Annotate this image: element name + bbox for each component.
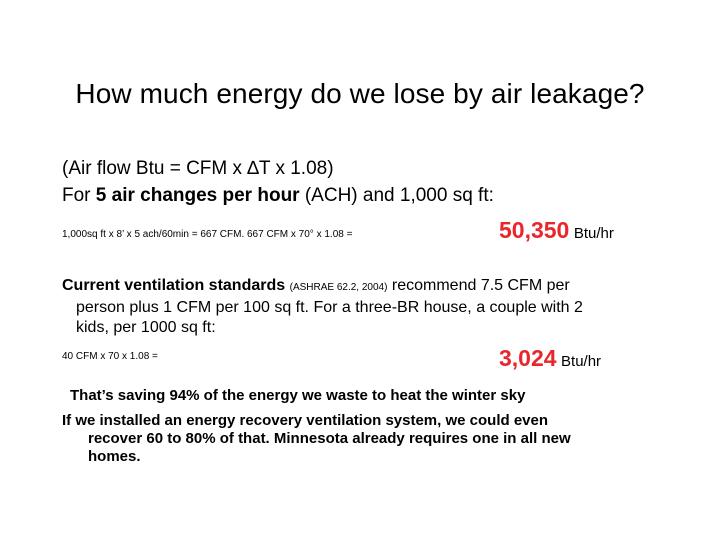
result-2 (499, 345, 601, 372)
saving-statement: That’s saving 94% of the energy we waste to heat the winter sky (70, 387, 526, 404)
result-1-value: 50,350 (499, 217, 570, 243)
result-2-unit: Btu/hr (561, 353, 602, 370)
ach-bold: 5 air changes per hour (95, 185, 300, 206)
calculation-1: 1,000sq ft x 8’ x 5 ach/60min = 667 CFM. 667 CFM x 70° x 1.08 = (62, 229, 353, 240)
formula-line: (Air flow Btu = CFM x ∆T x 1.08) (62, 158, 334, 179)
result-1 (499, 217, 614, 244)
ventilation-line-1 (62, 276, 672, 298)
ventilation-paragraph (62, 276, 672, 338)
erv-paragraph (62, 412, 672, 466)
ventilation-line-1-rest: recommend 7.5 CFM per (391, 277, 570, 294)
result-2-value: 3,024 (499, 345, 557, 371)
slide-title: How much energy do we lose by air leakage? (75, 78, 645, 109)
result-1-unit: Btu/hr (573, 225, 614, 242)
ach-line (62, 185, 494, 207)
ach-prefix: For (62, 185, 96, 206)
ach-suffix: (ACH) and 1,000 sq ft: (299, 185, 494, 206)
ventilation-line-3: kids, per 1000 sq ft: (76, 319, 216, 336)
erv-line-2: recover 60 to 80% of that. Minnesota already requires one in all new (88, 430, 571, 447)
erv-line-1: If we installed an energy recovery ventilation system, we could even (62, 412, 549, 429)
ventilation-line-2: person plus 1 CFM per 100 sq ft. For a three-BR house, a couple with 2 (76, 299, 583, 316)
ventilation-bold: Current ventilation standards (62, 277, 286, 294)
erv-line-3: homes. (88, 448, 141, 465)
ventilation-citation: (ASHRAE 62.2, 2004) (289, 282, 388, 293)
calculation-2: 40 CFM x 70 x 1.08 = (62, 351, 158, 362)
